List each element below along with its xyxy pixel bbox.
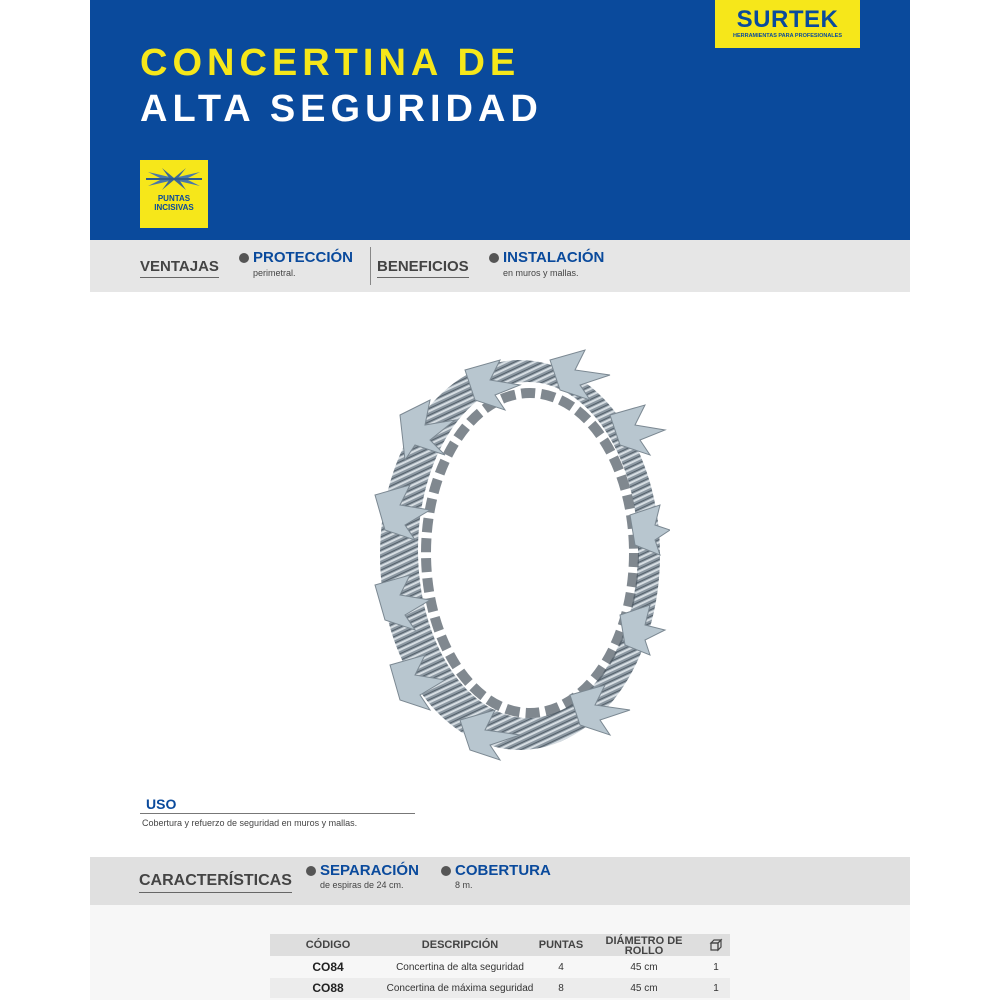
col-codigo: CÓDIGO <box>305 939 351 951</box>
brand-name: SURTEK <box>736 6 839 33</box>
cobertura-title: COBERTURA <box>455 862 551 879</box>
page-title-line1: CONCERTINA DE <box>140 42 521 84</box>
col-puntas: PUNTAS <box>538 939 584 951</box>
cobertura-subtitle: 8 m. <box>455 880 473 890</box>
cell-puntas: 8 <box>558 983 564 994</box>
ventajas-title: PROTECCIÓN <box>253 249 354 266</box>
cell-cantidad: 1 <box>713 962 719 973</box>
separacion-title: SEPARACIÓN <box>320 862 419 879</box>
uso-heading: USO <box>146 796 177 812</box>
brand-tagline: HERRAMIENTAS PARA PROFESIONALES <box>733 33 842 39</box>
col-descripcion: DESCRIPCIÓN <box>421 939 499 951</box>
ventajas-subtitle: perimetral. <box>253 268 296 278</box>
badge-label: PUNTAS INCISIVAS <box>154 194 194 212</box>
col-diametro: DIÁMETRO DE ROLLO <box>605 935 683 957</box>
divider <box>370 247 371 285</box>
beneficios-title: INSTALACIÓN <box>503 249 605 266</box>
caracteristicas-heading: CARACTERÍSTICAS <box>139 872 292 893</box>
feature-badge <box>140 160 208 228</box>
cell-cantidad: 1 <box>713 983 719 994</box>
cell-puntas: 4 <box>558 962 564 973</box>
cell-codigo: CO84 <box>312 960 344 974</box>
cell-descripcion: Concertina de máxima seguridad <box>386 983 534 994</box>
cell-descripcion: Concertina de alta seguridad <box>396 962 524 973</box>
bullet-dot <box>239 253 249 263</box>
box-icon <box>709 938 723 952</box>
separacion-subtitle: de espiras de 24 cm. <box>320 880 404 890</box>
uso-divider <box>140 813 415 814</box>
page-title-line2: ALTA SEGURIDAD <box>140 88 543 130</box>
beneficios-heading: BENEFICIOS <box>377 258 469 278</box>
cell-diametro: 45 cm <box>630 983 658 994</box>
bullet-dot <box>489 253 499 263</box>
uso-text: Cobertura y refuerzo de seguridad en muros y mallas. <box>142 818 358 828</box>
brand-logo <box>715 0 860 48</box>
beneficios-subtitle: en muros y mallas. <box>503 268 579 278</box>
cell-codigo: CO88 <box>312 981 344 995</box>
cell-diametro: 45 cm <box>630 962 658 973</box>
bullet-dot <box>306 866 316 876</box>
razor-barb-icon <box>140 162 208 196</box>
bullet-dot <box>441 866 451 876</box>
ventajas-heading: VENTAJAS <box>140 258 219 278</box>
concertina-product-image <box>370 345 670 765</box>
